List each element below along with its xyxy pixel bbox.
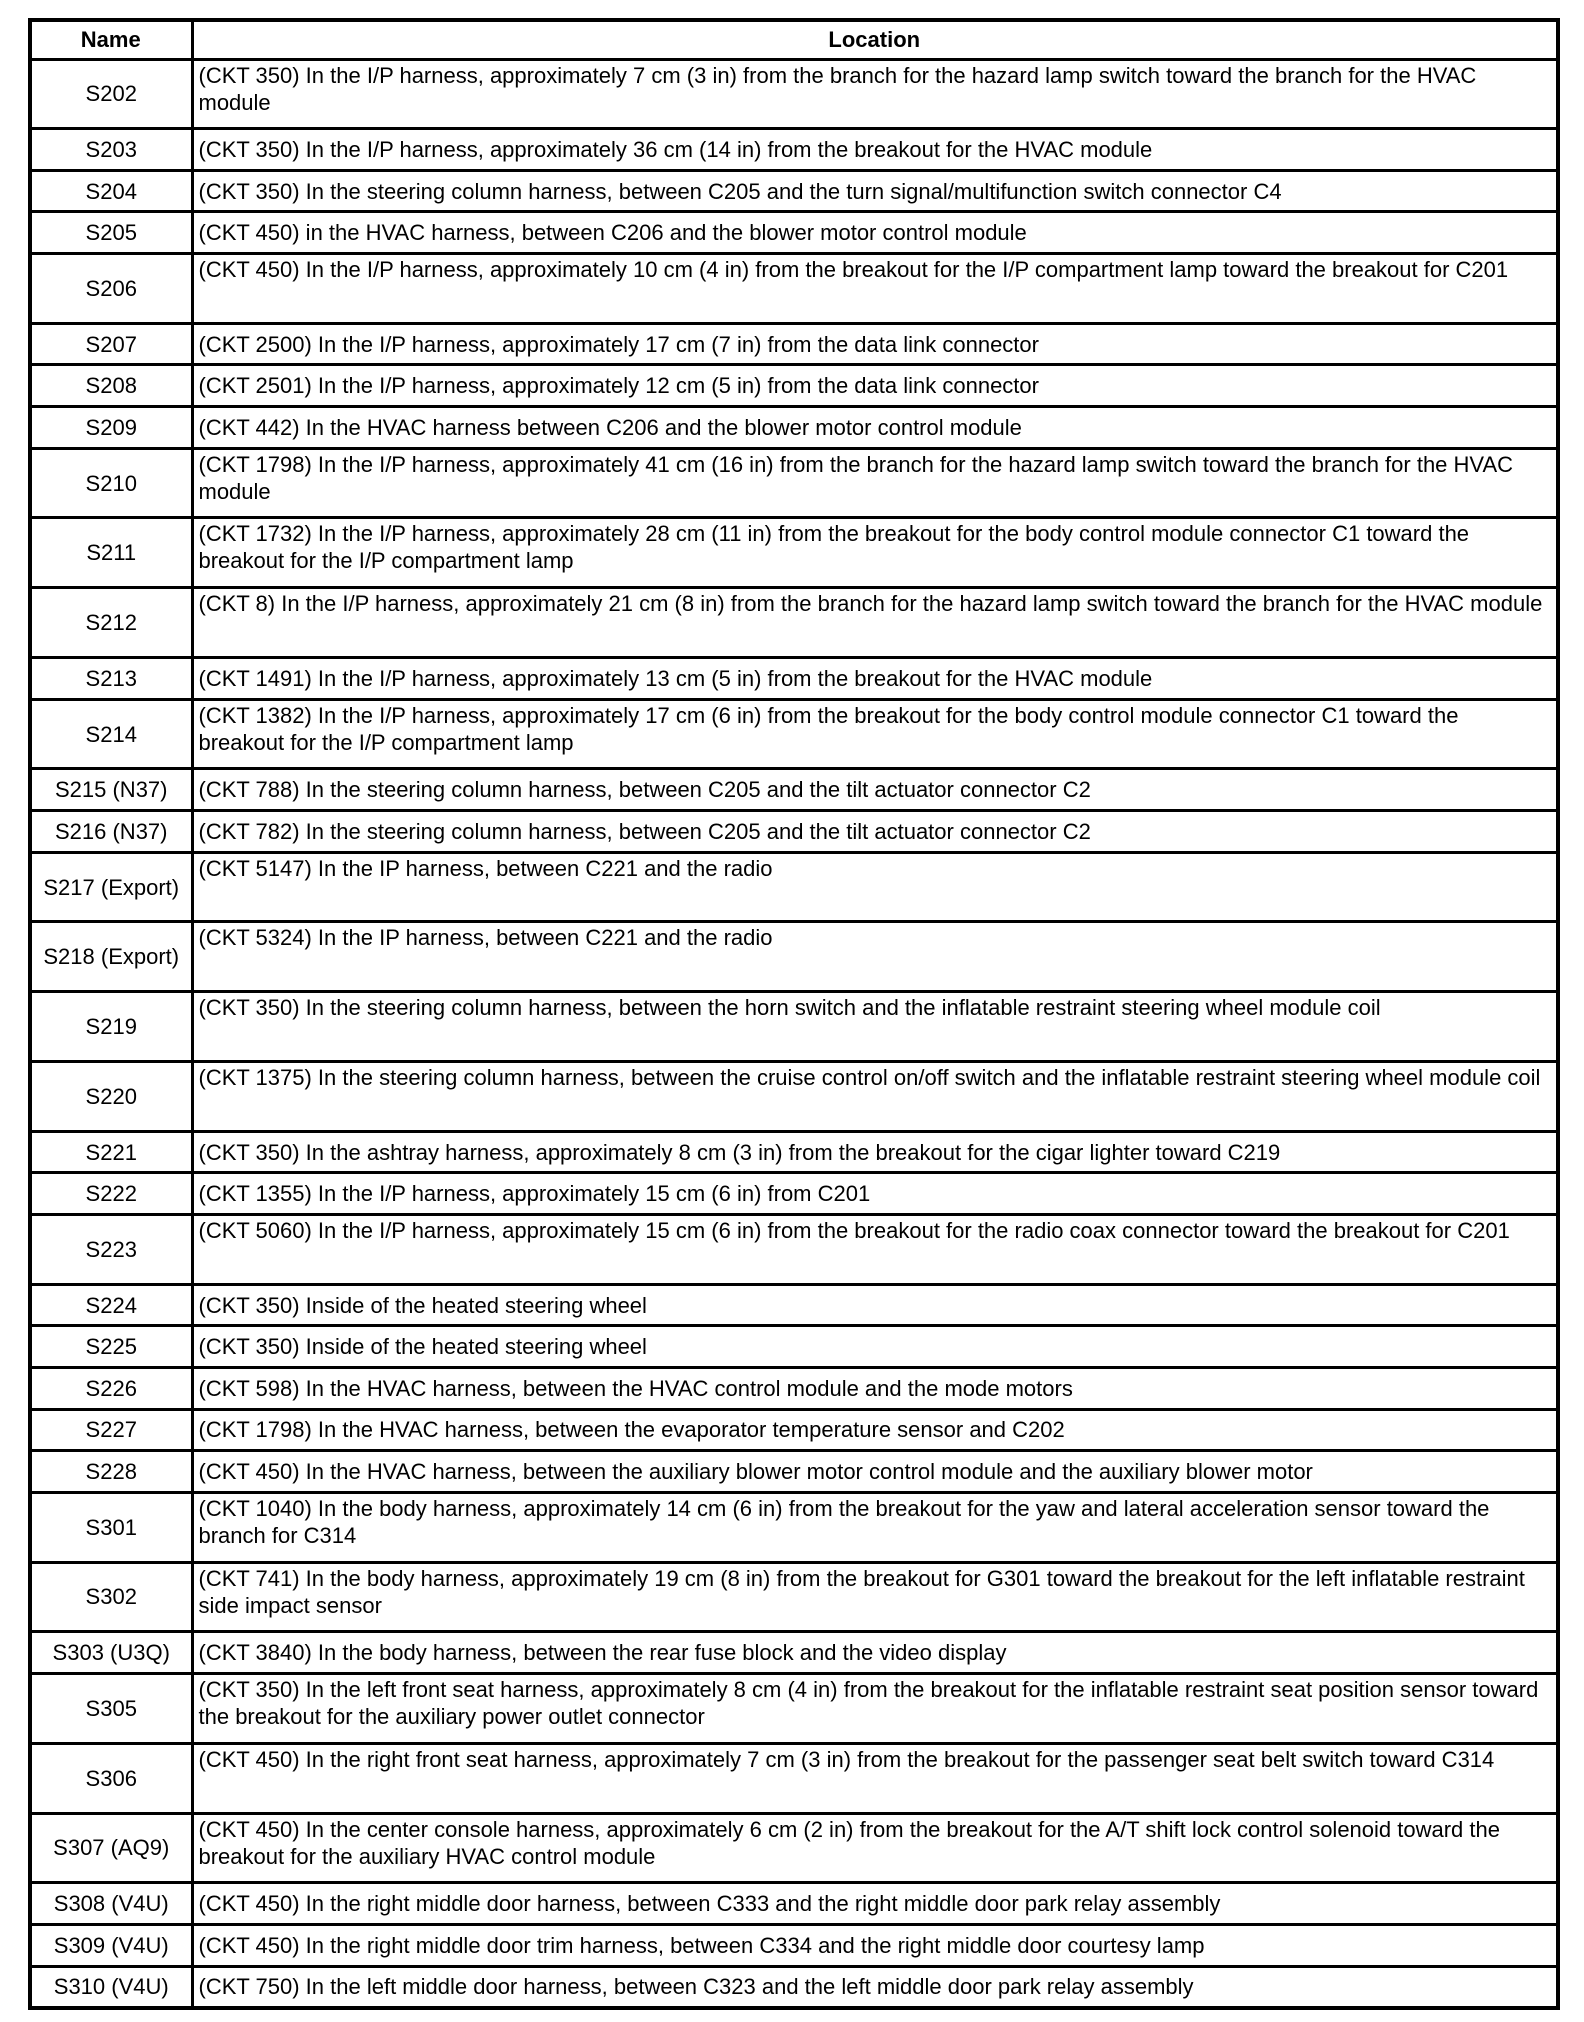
splice-name-cell: S222 [30, 1173, 192, 1215]
splice-location-cell: (CKT 788) In the steering column harness, between C205 and the tilt actuator connector C2 [192, 769, 1558, 811]
splice-name-cell: S217 (Export) [30, 852, 192, 922]
table-header-row [30, 20, 1558, 59]
splice-name-cell: S203 [30, 129, 192, 171]
splice-name-cell: S220 [30, 1062, 192, 1132]
table-row [30, 588, 1558, 658]
splice-name-cell: S215 (N37) [30, 769, 192, 811]
splice-location-cell: (CKT 2501) In the I/P harness, approximately 12 cm (5 in) from the data link connector [192, 365, 1558, 407]
splice-location-cell: (CKT 5147) In the IP harness, between C221 and the radio [192, 852, 1558, 922]
splice-name-cell: S211 [30, 518, 192, 588]
table-row [30, 1966, 1558, 2008]
table-row [30, 699, 1558, 769]
splice-location-cell: (CKT 442) In the HVAC harness between C206 and the blower motor control module [192, 407, 1558, 449]
table-row [30, 769, 1558, 811]
table-row [30, 1632, 1558, 1674]
splice-location-cell: (CKT 5324) In the IP harness, between C221 and the radio [192, 922, 1558, 992]
splice-location-cell: (CKT 350) In the left front seat harness, approximately 8 cm (4 in) from the breakout for the inflatable restraint seat position sensor toward the breakout for the auxiliary power outlet connector [192, 1673, 1558, 1743]
splice-name-cell: S213 [30, 658, 192, 700]
splice-name-cell: S223 [30, 1215, 192, 1285]
splice-location-table [28, 18, 1560, 2010]
splice-location-cell: (CKT 350) In the I/P harness, approximately 7 cm (3 in) from the branch for the hazard lamp switch toward the branch for the HVAC module [192, 59, 1558, 129]
splice-location-cell: (CKT 750) In the left middle door harness, between C323 and the left middle door park relay assembly [192, 1966, 1558, 2008]
splice-name-cell: S305 [30, 1673, 192, 1743]
splice-name-cell: S301 [30, 1492, 192, 1562]
splice-name-cell: S303 (U3Q) [30, 1632, 192, 1674]
splice-location-cell: (CKT 450) In the center console harness, approximately 6 cm (2 in) from the breakout for the A/T shift lock control solenoid toward the breakout for the auxiliary HVAC control module [192, 1813, 1558, 1883]
splice-name-cell: S208 [30, 365, 192, 407]
splice-name-cell: S206 [30, 254, 192, 324]
splice-location-cell: (CKT 350) In the steering column harness, between C205 and the turn signal/multifunction switch connector C4 [192, 170, 1558, 212]
table-row [30, 1492, 1558, 1562]
table-row [30, 811, 1558, 853]
table-row [30, 1284, 1558, 1326]
splice-location-cell: (CKT 350) Inside of the heated steering wheel [192, 1326, 1558, 1368]
splice-name-cell: S207 [30, 323, 192, 365]
splice-name-cell: S221 [30, 1131, 192, 1173]
splice-name-cell: S214 [30, 699, 192, 769]
splice-name-cell: S310 (V4U) [30, 1966, 192, 2008]
splice-location-cell: (CKT 450) In the right middle door trim harness, between C334 and the right middle door courtesy lamp [192, 1924, 1558, 1966]
splice-name-cell: S209 [30, 407, 192, 449]
splice-location-cell: (CKT 450) In the right front seat harness, approximately 7 cm (3 in) from the breakout for the passenger seat belt switch toward C314 [192, 1743, 1558, 1813]
table-row [30, 407, 1558, 449]
splice-name-cell: S227 [30, 1409, 192, 1451]
splice-location-cell: (CKT 1732) In the I/P harness, approximately 28 cm (11 in) from the breakout for the body control module connector C1 toward the breakout for the I/P compartment lamp [192, 518, 1558, 588]
table-row [30, 1924, 1558, 1966]
table-row [30, 518, 1558, 588]
splice-location-cell: (CKT 1382) In the I/P harness, approximately 17 cm (6 in) from the breakout for the body control module connector C1 toward the breakout for the I/P compartment lamp [192, 699, 1558, 769]
splice-location-cell: (CKT 741) In the body harness, approximately 19 cm (8 in) from the breakout for G301 toward the breakout for the left inflatable restraint side impact sensor [192, 1562, 1558, 1632]
table-row [30, 922, 1558, 992]
table-row [30, 1409, 1558, 1451]
splice-location-cell: (CKT 1375) In the steering column harness, between the cruise control on/off switch and the inflatable restraint steering wheel module coil [192, 1062, 1558, 1132]
splice-location-cell: (CKT 782) In the steering column harness, between C205 and the tilt actuator connector C2 [192, 811, 1558, 853]
table-row [30, 992, 1558, 1062]
table-row [30, 1062, 1558, 1132]
splice-location-cell: (CKT 1798) In the I/P harness, approximately 41 cm (16 in) from the branch for the hazard lamp switch toward the branch for the HVAC module [192, 448, 1558, 518]
table-row [30, 1813, 1558, 1883]
splice-location-cell: (CKT 3840) In the body harness, between the rear fuse block and the video display [192, 1632, 1558, 1674]
splice-name-cell: S204 [30, 170, 192, 212]
table-row [30, 658, 1558, 700]
table-row [30, 1326, 1558, 1368]
column-header-location: Location [192, 20, 1558, 59]
splice-name-cell: S308 (V4U) [30, 1883, 192, 1925]
table-row [30, 1883, 1558, 1925]
splice-name-cell: S306 [30, 1743, 192, 1813]
splice-location-cell: (CKT 598) In the HVAC harness, between the HVAC control module and the mode motors [192, 1367, 1558, 1409]
splice-location-cell: (CKT 450) In the I/P harness, approximately 10 cm (4 in) from the breakout for the I/P compartment lamp toward the breakout for C201 [192, 254, 1558, 324]
splice-location-cell: (CKT 5060) In the I/P harness, approximately 15 cm (6 in) from the breakout for the radio coax connector toward the breakout for C201 [192, 1215, 1558, 1285]
splice-name-cell: S224 [30, 1284, 192, 1326]
table-row [30, 323, 1558, 365]
splice-location-cell: (CKT 350) Inside of the heated steering wheel [192, 1284, 1558, 1326]
splice-name-cell: S302 [30, 1562, 192, 1632]
table-row [30, 254, 1558, 324]
table-row [30, 1131, 1558, 1173]
table-row [30, 1562, 1558, 1632]
splice-location-cell: (CKT 1355) In the I/P harness, approximately 15 cm (6 in) from C201 [192, 1173, 1558, 1215]
table-row [30, 1367, 1558, 1409]
table-row [30, 59, 1558, 129]
table-row [30, 365, 1558, 407]
splice-location-cell: (CKT 350) In the I/P harness, approximately 36 cm (14 in) from the breakout for the HVAC module [192, 129, 1558, 171]
table-row [30, 1743, 1558, 1813]
splice-name-cell: S309 (V4U) [30, 1924, 192, 1966]
table-row [30, 212, 1558, 254]
table-row [30, 1173, 1558, 1215]
splice-location-sheet [28, 18, 1556, 2010]
table-row [30, 1673, 1558, 1743]
splice-name-cell: S219 [30, 992, 192, 1062]
splice-location-cell: (CKT 350) In the steering column harness, between the horn switch and the inflatable restraint steering wheel module coil [192, 992, 1558, 1062]
splice-name-cell: S210 [30, 448, 192, 518]
splice-name-cell: S212 [30, 588, 192, 658]
table-row [30, 1215, 1558, 1285]
table-row [30, 1451, 1558, 1493]
splice-location-cell: (CKT 1491) In the I/P harness, approximately 13 cm (5 in) from the breakout for the HVAC module [192, 658, 1558, 700]
table-row [30, 170, 1558, 212]
splice-name-cell: S205 [30, 212, 192, 254]
splice-location-cell: (CKT 1040) In the body harness, approximately 14 cm (6 in) from the breakout for the yaw and lateral acceleration sensor toward the branch for C314 [192, 1492, 1558, 1562]
splice-name-cell: S307 (AQ9) [30, 1813, 192, 1883]
table-row [30, 852, 1558, 922]
column-header-name: Name [30, 20, 192, 59]
splice-name-cell: S225 [30, 1326, 192, 1368]
splice-name-cell: S218 (Export) [30, 922, 192, 992]
table-row [30, 448, 1558, 518]
splice-location-cell: (CKT 450) in the HVAC harness, between C206 and the blower motor control module [192, 212, 1558, 254]
table-row [30, 129, 1558, 171]
splice-location-cell: (CKT 350) In the ashtray harness, approximately 8 cm (3 in) from the breakout for the cigar lighter toward C219 [192, 1131, 1558, 1173]
splice-location-cell: (CKT 2500) In the I/P harness, approximately 17 cm (7 in) from the data link connector [192, 323, 1558, 365]
splice-name-cell: S226 [30, 1367, 192, 1409]
splice-location-cell: (CKT 450) In the right middle door harness, between C333 and the right middle door park relay assembly [192, 1883, 1558, 1925]
splice-location-cell: (CKT 450) In the HVAC harness, between the auxiliary blower motor control module and the auxiliary blower motor [192, 1451, 1558, 1493]
splice-name-cell: S228 [30, 1451, 192, 1493]
splice-name-cell: S202 [30, 59, 192, 129]
splice-location-cell: (CKT 8) In the I/P harness, approximately 21 cm (8 in) from the branch for the hazard lamp switch toward the branch for the HVAC module [192, 588, 1558, 658]
splice-name-cell: S216 (N37) [30, 811, 192, 853]
table-body [30, 59, 1558, 2008]
splice-location-cell: (CKT 1798) In the HVAC harness, between the evaporator temperature sensor and C202 [192, 1409, 1558, 1451]
